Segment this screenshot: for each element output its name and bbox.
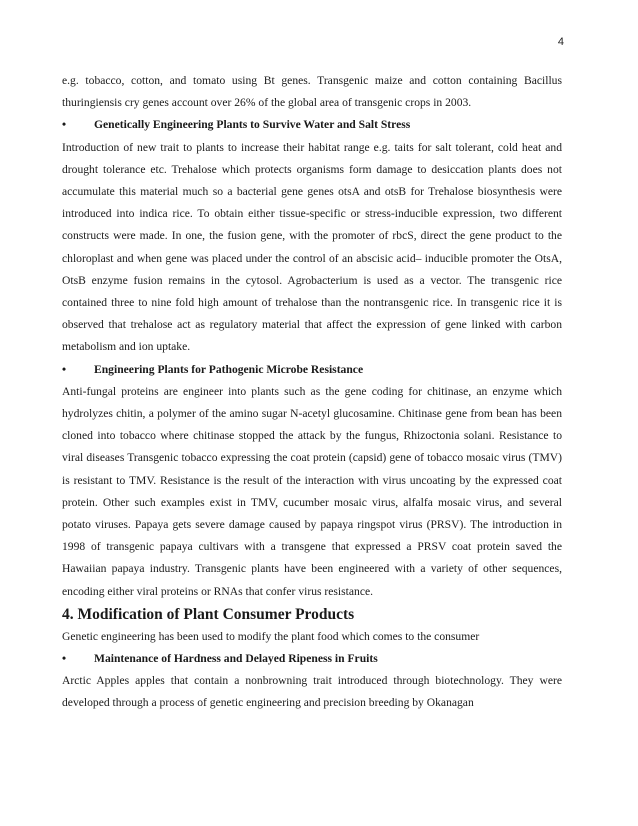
bullet-heading-pathogen-resistance bbox=[62, 359, 562, 381]
bullet-heading-text: Engineering Plants for Pathogenic Microbe Resistance bbox=[94, 362, 364, 376]
document-body bbox=[62, 70, 562, 715]
bullet-heading-text: Maintenance of Hardness and Delayed Ripeness in Fruits bbox=[94, 652, 378, 666]
bullet-icon: • bbox=[62, 118, 67, 132]
paragraph-antifungal: Anti-fungal proteins are engineer into plants such as the gene coding for chitinase, an enzyme which hydrolyzes chitin, a polymer of the amino sugar N-acetyl glucosamine. Chitinase gene from bean has been cloned into tobacco where chitinase stopped the attack by the fungus, Rhizoctonia solani. Resistance to viral diseases Transgenic tobacco expressing the coat protein (capsid) gene of tobacco mosaic virus (TMV) is resistant to TMV. Resistance is the result of the interaction with virus uncoating by the expressed coat protein. Other such examples exist in TMV, cucumber mosaic virus, alfalfa mosaic virus, and several potato viruses. Papaya gets severe damage caused by papaya ringspot virus (PRSV). The introduction in 1998 of transgenic papaya cultivars with a transgene that expressed a PRSV coat protein saved the Hawaiian papaya industry. Transgenic plants have been engineered with a variety of other sequences, encoding either viral proteins or RNAs that confer virus resistance. bbox=[62, 384, 562, 598]
bullet-heading-water-salt-stress bbox=[62, 114, 562, 136]
page-number: 4 bbox=[557, 36, 564, 48]
bullet-icon: • bbox=[62, 362, 67, 376]
paragraph-arctic-apples: Arctic Apples apples that contain a nonbrowning trait introduced through biotechnology. They were developed through a process of genetic engineering and precision breeding by Okanagan bbox=[62, 674, 562, 710]
paragraph-bt-genes: e.g. tobacco, cotton, and tomato using Bt genes. Transgenic maize and cotton containing Bacillus thuringiensis cry genes account over 26% of the global area of transgenic crops in 2003. bbox=[62, 74, 562, 110]
paragraph-trehalose: Introduction of new trait to plants to increase their habitat range e.g. taits for salt tolerant, cold heat and drought tolerance etc. Trehalose which protects organisms form damage to desiccation plants does not accumulate this material much so a bacterial gene genes otsA and otsB for Trehalose biosynthesis were introduced into indica rice. To obtain either tissue-specific or stress-inducible expression, two different constructs were made. In one, the fusion gene, with the promoter of rbcS, direct the gene product to the chloroplast and when gene was placed under the control of an abscisic acid– inducible promoter the OtsA, OtsB enzyme fusion remains in the cytosol. Agrobacterium is used as a vector. The transgenic rice contained three to nine fold high amount of trehalose than the nontransgenic rice. In transgenic rice it is observed that trehalose act as regulatory material that affect the expression of gene linked with carbon metabolism and ion uptake. bbox=[62, 140, 562, 354]
paragraph-consumer-food: Genetic engineering has been used to modify the plant food which comes to the consumer bbox=[62, 629, 480, 643]
bullet-icon: • bbox=[62, 652, 67, 666]
bullet-heading-fruit-ripeness bbox=[62, 648, 562, 670]
section-heading: 4. Modification of Plant Consumer Products bbox=[62, 605, 355, 623]
bullet-heading-text: Genetically Engineering Plants to Survive Water and Salt Stress bbox=[94, 118, 411, 132]
